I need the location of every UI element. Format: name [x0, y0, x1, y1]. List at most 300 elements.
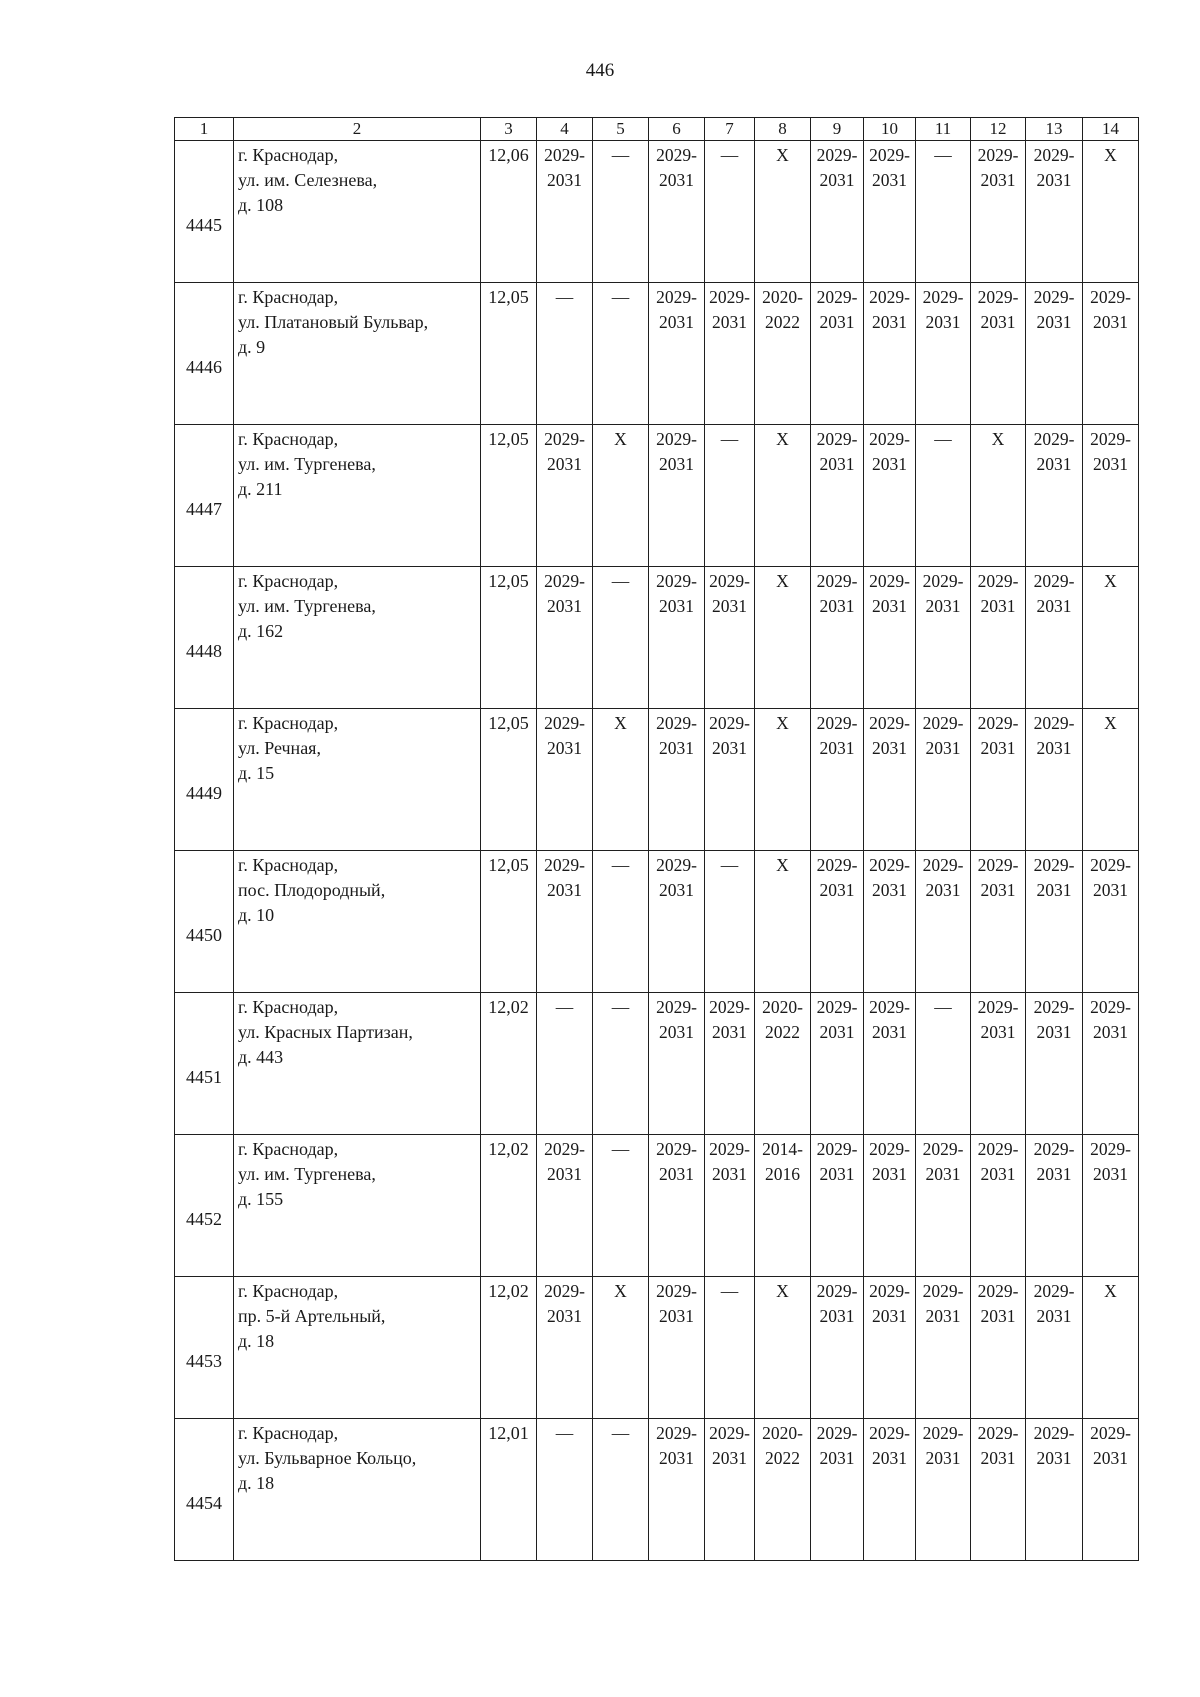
period-value: 2031: [712, 1022, 747, 1042]
address-line: ул. Красных Партизан,: [238, 1022, 413, 1042]
row-number: 4452: [186, 1208, 222, 1229]
period-value: 2029-: [709, 997, 750, 1017]
period-value: 2029-: [977, 997, 1019, 1017]
period-value: 2031: [659, 454, 694, 474]
period-cell: [811, 993, 864, 1135]
period-value: 2031: [547, 596, 582, 616]
table-row: [175, 141, 1139, 283]
address-line: ул. им. Тургенева,: [238, 454, 376, 474]
period-cell: [1083, 1419, 1139, 1561]
period-cell: [537, 851, 593, 993]
period-value: 2029-: [1033, 429, 1075, 449]
period-value: —: [934, 429, 952, 449]
period-cell: [705, 1277, 755, 1419]
period-value: 2031: [547, 738, 582, 758]
row-number-cell: [175, 1135, 234, 1277]
address-line: д. 9: [238, 337, 266, 357]
area-cell: 12,02: [481, 1277, 537, 1419]
period-value: 2029-: [656, 1281, 697, 1301]
period-cell: [755, 141, 811, 283]
period-cell: [537, 283, 593, 425]
period-value: 2031: [712, 1164, 747, 1184]
period-cell: [864, 851, 916, 993]
period-cell: [1026, 1135, 1083, 1277]
address-line: д. 162: [238, 621, 284, 641]
address-line: г. Краснодар,: [238, 287, 339, 307]
period-value: 2029-: [869, 855, 910, 875]
period-value: 2031: [1093, 454, 1128, 474]
period-value: 2029-: [869, 1281, 910, 1301]
period-cell: [649, 283, 705, 425]
column-header: 7: [705, 118, 755, 141]
period-value: 2029-: [656, 571, 697, 591]
period-cell: [1026, 709, 1083, 851]
period-cell: [811, 851, 864, 993]
period-value: 2029-: [816, 429, 858, 449]
table-row: [175, 1135, 1139, 1277]
column-header: 10: [864, 118, 916, 141]
period-cell: [1083, 425, 1139, 567]
period-value: 2029-: [977, 1423, 1019, 1443]
period-value: 2029-: [869, 997, 910, 1017]
table-row: [175, 425, 1139, 567]
period-value: 2031: [547, 1164, 582, 1184]
period-value: —: [611, 571, 630, 591]
address-cell: [234, 567, 481, 709]
period-value: 2029-: [816, 145, 858, 165]
period-value: 2029-: [816, 855, 858, 875]
period-cell: [593, 851, 649, 993]
period-cell: [1083, 567, 1139, 709]
period-value: —: [720, 855, 739, 875]
period-value: 2029-: [709, 1423, 750, 1443]
period-value: 2031: [547, 1306, 582, 1326]
table-row: [175, 283, 1139, 425]
period-value: 2031: [659, 596, 694, 616]
period-cell: [593, 567, 649, 709]
period-value: 2029-: [544, 855, 585, 875]
period-value: 2029-: [816, 1139, 858, 1159]
period-cell: [864, 567, 916, 709]
period-cell: [1026, 993, 1083, 1135]
address-line: ул. Платановый Бульвар,: [238, 312, 429, 332]
period-cell: [1083, 851, 1139, 993]
period-cell: [1083, 283, 1139, 425]
address-line: г. Краснодар,: [238, 1139, 339, 1159]
period-value: 2031: [819, 1448, 855, 1468]
period-cell: [537, 993, 593, 1135]
period-value: 2029-: [1033, 713, 1075, 733]
period-value: —: [611, 145, 630, 165]
table-row: [175, 993, 1139, 1135]
row-number: 4451: [186, 1066, 222, 1087]
row-number-cell: [175, 993, 234, 1135]
period-cell: [916, 1419, 971, 1561]
period-cell: [864, 141, 916, 283]
period-cell: [649, 567, 705, 709]
period-value: Х: [776, 713, 789, 733]
address-cell: [234, 1135, 481, 1277]
period-value: Х: [776, 429, 789, 449]
period-value: 2029-: [656, 855, 697, 875]
period-value: 2029-: [1033, 287, 1075, 307]
period-value: 2031: [819, 170, 855, 190]
period-value: 2020-: [762, 287, 803, 307]
address-line: д. 211: [238, 479, 283, 499]
period-value: 2031: [980, 1306, 1016, 1326]
period-value: 2020-: [762, 997, 803, 1017]
period-value: 2031: [980, 880, 1016, 900]
period-value: 2029-: [1090, 1423, 1131, 1443]
period-value: 2029-: [977, 1139, 1019, 1159]
period-value: 2029-: [816, 1423, 858, 1443]
period-value: 2029-: [656, 287, 697, 307]
column-header: 12: [971, 118, 1026, 141]
address-line: ул. им. Тургенева,: [238, 596, 376, 616]
period-value: 2029-: [977, 287, 1019, 307]
period-value: 2031: [1036, 1164, 1072, 1184]
period-cell: [971, 1135, 1026, 1277]
period-cell: [971, 1419, 1026, 1561]
period-value: 2029-: [869, 1423, 910, 1443]
period-cell: [593, 283, 649, 425]
period-value: 2031: [547, 170, 582, 190]
page-number: 446: [585, 60, 615, 81]
period-value: 2029-: [656, 1423, 697, 1443]
address-line: ул. им. Селезнева,: [238, 170, 378, 190]
period-cell: [755, 1135, 811, 1277]
address-cell: [234, 709, 481, 851]
period-value: 2031: [659, 312, 694, 332]
period-value: 2031: [819, 1306, 855, 1326]
period-value: 2029-: [869, 287, 910, 307]
period-value: 2029-: [1033, 1139, 1075, 1159]
period-cell: [705, 141, 755, 283]
period-cell: [811, 1135, 864, 1277]
period-value: 2031: [980, 1164, 1016, 1184]
period-cell: [971, 1277, 1026, 1419]
period-value: 2031: [872, 880, 907, 900]
period-value: 2031: [980, 170, 1016, 190]
period-value: 2029-: [1090, 855, 1131, 875]
period-value: Х: [1104, 1281, 1117, 1301]
period-value: Х: [614, 713, 627, 733]
period-cell: [705, 567, 755, 709]
area-cell: 12,05: [481, 709, 537, 851]
period-cell: [864, 709, 916, 851]
period-value: 2029-: [544, 1139, 585, 1159]
period-cell: [971, 851, 1026, 993]
area-cell: 12,02: [481, 993, 537, 1135]
address-cell: [234, 425, 481, 567]
period-value: 2022: [765, 1022, 800, 1042]
period-value: —: [555, 287, 574, 307]
period-value: 2031: [925, 596, 961, 616]
period-value: 2031: [980, 1448, 1016, 1468]
column-header: 9: [811, 118, 864, 141]
address-cell: [234, 1277, 481, 1419]
period-value: 2031: [872, 738, 907, 758]
row-number: 4453: [186, 1350, 222, 1371]
row-number: 4449: [186, 782, 222, 803]
period-cell: [1026, 851, 1083, 993]
period-value: 2031: [819, 312, 855, 332]
row-number-cell: [175, 567, 234, 709]
period-cell: [593, 1419, 649, 1561]
period-cell: [537, 1277, 593, 1419]
period-value: Х: [776, 855, 789, 875]
period-cell: [916, 567, 971, 709]
period-cell: [916, 1277, 971, 1419]
period-cell: [755, 567, 811, 709]
address-line: д. 108: [238, 195, 284, 215]
period-value: 2029-: [869, 571, 910, 591]
period-cell: [864, 1135, 916, 1277]
period-value: 2029-: [922, 713, 964, 733]
period-value: 2029-: [544, 713, 585, 733]
period-value: 2031: [1036, 454, 1072, 474]
period-value: 2029-: [1033, 997, 1075, 1017]
period-value: 2031: [1093, 1164, 1128, 1184]
row-number: 4445: [186, 214, 222, 235]
period-value: 2031: [659, 170, 694, 190]
period-value: 2031: [980, 312, 1016, 332]
period-value: —: [611, 1423, 630, 1443]
period-value: 2031: [1036, 1448, 1072, 1468]
period-cell: [864, 993, 916, 1135]
table-body: [175, 141, 1139, 1561]
period-value: Х: [776, 145, 789, 165]
period-value: 2031: [819, 596, 855, 616]
period-value: 2029-: [1033, 145, 1075, 165]
period-cell: [593, 425, 649, 567]
building-registry-table: [174, 117, 1139, 1561]
period-cell: [1026, 1277, 1083, 1419]
period-value: 2022: [765, 1448, 800, 1468]
period-value: 2031: [1036, 1306, 1072, 1326]
period-cell: [755, 709, 811, 851]
period-cell: [864, 1277, 916, 1419]
period-value: 2031: [925, 880, 961, 900]
period-cell: [864, 1419, 916, 1561]
period-cell: [593, 141, 649, 283]
period-value: 2029-: [977, 1281, 1019, 1301]
period-value: 2029-: [1033, 855, 1075, 875]
period-value: 2031: [712, 596, 747, 616]
period-value: 2029-: [709, 571, 750, 591]
period-value: 2031: [712, 312, 747, 332]
period-value: 2029-: [1090, 287, 1131, 307]
period-cell: [649, 1135, 705, 1277]
period-cell: [705, 851, 755, 993]
period-cell: [755, 1419, 811, 1561]
period-cell: [811, 1277, 864, 1419]
period-value: 2031: [872, 596, 907, 616]
period-value: 2031: [1093, 1448, 1128, 1468]
period-value: 2029-: [922, 1281, 964, 1301]
column-header: 14: [1083, 118, 1139, 141]
address-cell: [234, 851, 481, 993]
period-value: Х: [614, 1281, 627, 1301]
row-number-cell: [175, 709, 234, 851]
column-header: 4: [537, 118, 593, 141]
period-value: 2031: [819, 454, 855, 474]
address-line: д. 155: [238, 1189, 284, 1209]
period-cell: [593, 709, 649, 851]
period-value: 2029-: [1033, 1423, 1075, 1443]
period-value: 2029-: [977, 145, 1019, 165]
period-value: Х: [1104, 145, 1117, 165]
period-value: 2029-: [816, 713, 858, 733]
period-value: 2031: [925, 1448, 961, 1468]
period-cell: [811, 283, 864, 425]
period-cell: [916, 709, 971, 851]
row-number: 4446: [186, 356, 222, 377]
period-value: 2029-: [544, 429, 585, 449]
address-line: г. Краснодар,: [238, 997, 339, 1017]
period-value: 2029-: [656, 713, 697, 733]
area-cell: 12,05: [481, 425, 537, 567]
period-cell: [649, 141, 705, 283]
period-cell: [755, 425, 811, 567]
period-cell: [811, 1419, 864, 1561]
period-cell: [916, 141, 971, 283]
period-cell: [705, 1419, 755, 1561]
period-cell: [916, 283, 971, 425]
period-value: 2029-: [709, 713, 750, 733]
period-value: Х: [991, 429, 1005, 449]
period-value: 2031: [712, 1448, 747, 1468]
address-line: ул. Речная,: [238, 738, 321, 758]
address-line: г. Краснодар,: [238, 1281, 339, 1301]
period-cell: [593, 1277, 649, 1419]
period-cell: [1026, 425, 1083, 567]
period-value: 2031: [872, 1306, 907, 1326]
period-value: 2020-: [762, 1423, 803, 1443]
address-cell: [234, 283, 481, 425]
row-number-cell: [175, 851, 234, 993]
period-cell: [649, 993, 705, 1135]
table-row: [175, 567, 1139, 709]
address-line: д. 18: [238, 1473, 275, 1493]
period-value: 2031: [547, 454, 582, 474]
period-value: 2031: [712, 738, 747, 758]
period-value: 2029-: [1090, 997, 1131, 1017]
address-cell: [234, 1419, 481, 1561]
period-value: 2029-: [656, 1139, 697, 1159]
period-value: 2029-: [816, 571, 858, 591]
period-cell: [755, 993, 811, 1135]
address-line: д. 10: [238, 905, 275, 925]
period-value: 2016: [765, 1164, 800, 1184]
period-value: 2031: [872, 312, 907, 332]
period-value: 2029-: [544, 571, 585, 591]
period-value: 2014-: [762, 1139, 803, 1159]
period-cell: [971, 141, 1026, 283]
area-cell: 12,02: [481, 1135, 537, 1277]
period-value: 2031: [659, 1164, 694, 1184]
period-cell: [755, 851, 811, 993]
row-number-cell: [175, 141, 234, 283]
period-value: 2029-: [1033, 571, 1075, 591]
column-header: 8: [755, 118, 811, 141]
column-header: 1: [175, 118, 234, 141]
period-value: Х: [776, 571, 789, 591]
period-value: —: [555, 1423, 574, 1443]
period-cell: [649, 425, 705, 567]
period-value: 2031: [659, 880, 694, 900]
period-value: 2031: [659, 1448, 694, 1468]
period-value: 2031: [819, 1022, 855, 1042]
row-number-cell: [175, 425, 234, 567]
column-header: 6: [649, 118, 705, 141]
period-value: 2029-: [869, 713, 910, 733]
period-value: 2031: [872, 1448, 907, 1468]
address-line: ул. Бульварное Кольцо,: [238, 1448, 417, 1468]
period-value: 2029-: [922, 571, 964, 591]
period-cell: [916, 993, 971, 1135]
period-cell: [705, 425, 755, 567]
period-cell: [593, 993, 649, 1135]
period-cell: [649, 851, 705, 993]
period-value: 2031: [1036, 312, 1072, 332]
period-cell: [537, 141, 593, 283]
period-value: Х: [1104, 571, 1117, 591]
period-cell: [916, 851, 971, 993]
period-value: —: [934, 145, 952, 165]
period-cell: [864, 283, 916, 425]
period-cell: [1083, 1277, 1139, 1419]
period-value: —: [720, 1281, 739, 1301]
period-value: 2031: [659, 738, 694, 758]
period-value: 2031: [925, 738, 961, 758]
period-value: 2029-: [816, 287, 858, 307]
column-header: 2: [234, 118, 481, 141]
period-value: 2031: [819, 738, 855, 758]
row-number: 4450: [186, 924, 222, 945]
table-row: [175, 1419, 1139, 1561]
period-value: 2031: [1036, 1022, 1072, 1042]
address-cell: [234, 993, 481, 1135]
period-value: Х: [1104, 713, 1117, 733]
period-cell: [537, 1135, 593, 1277]
area-cell: 12,05: [481, 851, 537, 993]
period-value: 2029-: [656, 145, 697, 165]
period-value: 2029-: [816, 997, 858, 1017]
period-value: 2031: [872, 1022, 907, 1042]
period-value: 2031: [659, 1022, 694, 1042]
period-value: 2029-: [869, 1139, 910, 1159]
period-cell: [971, 709, 1026, 851]
address-line: д. 18: [238, 1331, 275, 1351]
period-value: 2029-: [922, 1423, 964, 1443]
period-value: 2031: [980, 1022, 1016, 1042]
period-value: 2029-: [656, 429, 697, 449]
period-cell: [705, 283, 755, 425]
period-value: 2029-: [977, 571, 1019, 591]
period-cell: [1083, 141, 1139, 283]
address-cell: [234, 141, 481, 283]
period-value: 2029-: [922, 287, 964, 307]
address-line: ул. им. Тургенева,: [238, 1164, 376, 1184]
period-cell: [971, 283, 1026, 425]
period-value: 2029-: [544, 1281, 585, 1301]
table-row: [175, 709, 1139, 851]
period-cell: [1026, 283, 1083, 425]
period-value: 2031: [925, 1164, 961, 1184]
period-cell: [649, 709, 705, 851]
period-cell: [705, 1135, 755, 1277]
